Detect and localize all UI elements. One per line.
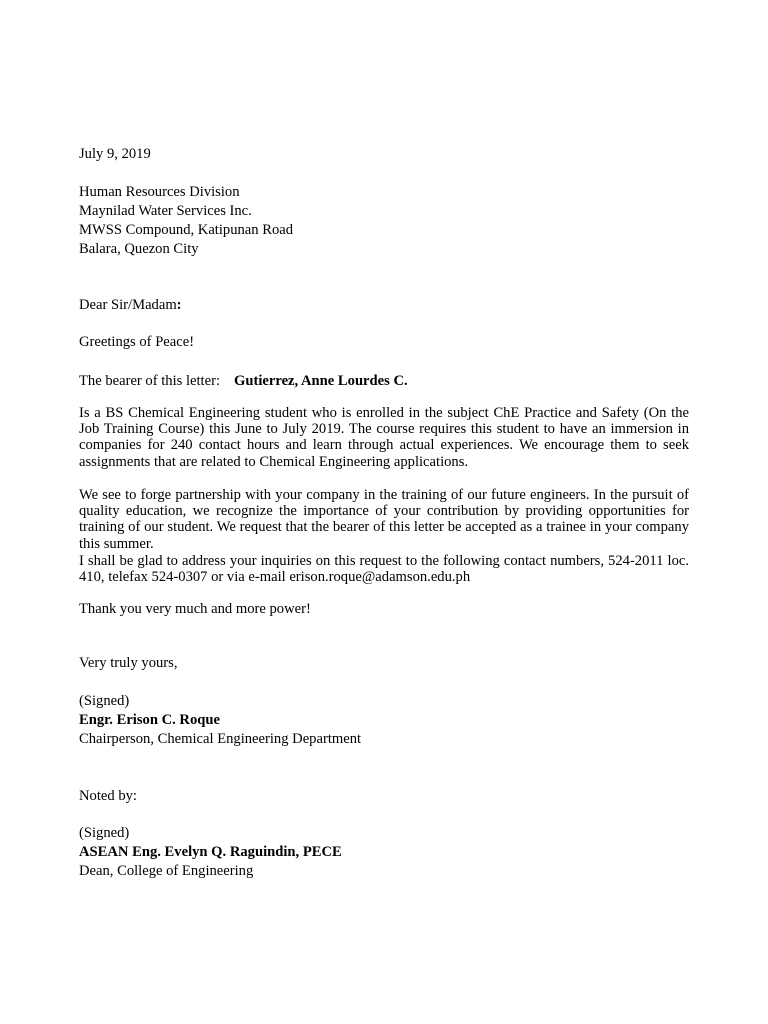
recipient-line-1: Human Resources Division [79,184,240,200]
signatory-name-2: ASEAN Eng. Evelyn Q. Raguindin, PECE [79,844,342,860]
body-paragraph-2: We see to forge partnership with your company in the training of our future engineers. In the pursuit of quality education, we recognize the importance of your contribution by providing opportunities for training of our student. We request that the bearer of this letter be accepted as a trainee in your company this summer. [79,487,689,552]
bearer-name: Gutierrez, Anne Lourdes C. [234,373,408,389]
bearer-line [79,372,408,390]
body-paragraph-1: Is a BS Chemical Engineering student who is enrolled in the subject ChE Practice and Safety (On the Job Training Course) this June to July 2019. The course requires this student to have an immersion in companies for 240 contact hours and learn through actual experiences. We encourage them to seek assignments that are related to Chemical Engineering applications. [79,405,689,470]
signatory-title-2: Dean, College of Engineering [79,863,254,879]
thanks-line: Thank you very much and more power! [79,601,311,617]
salutation-colon: : [176,297,182,313]
signatory-title-1: Chairperson, Chemical Engineering Department [79,731,362,747]
letter-date: July 9, 2019 [79,146,151,162]
noted-by-label: Noted by: [79,788,137,804]
recipient-line-3: MWSS Compound, Katipunan Road [79,222,294,238]
greeting: Greetings of Peace! [79,334,195,350]
signatory-name-1: Engr. Erison C. Roque [79,712,220,728]
recipient-line-2: Maynilad Water Services Inc. [79,203,252,219]
recipient-line-4: Balara, Quezon City [79,241,199,257]
signed-note-2: (Signed) [79,825,130,841]
bearer-label: The bearer of this letter: [79,373,221,389]
body-paragraph-3: I shall be glad to address your inquiries on this request to the following contact numbers, 524-2011 loc. 410, telefax 524-0307 or via e-mail erison.roque@adamson.edu.ph [79,553,689,586]
closing: Very truly yours, [79,655,178,671]
salutation-text: Dear Sir/Madam [79,297,177,313]
salutation [79,296,182,314]
signed-note-1: (Signed) [79,693,130,709]
